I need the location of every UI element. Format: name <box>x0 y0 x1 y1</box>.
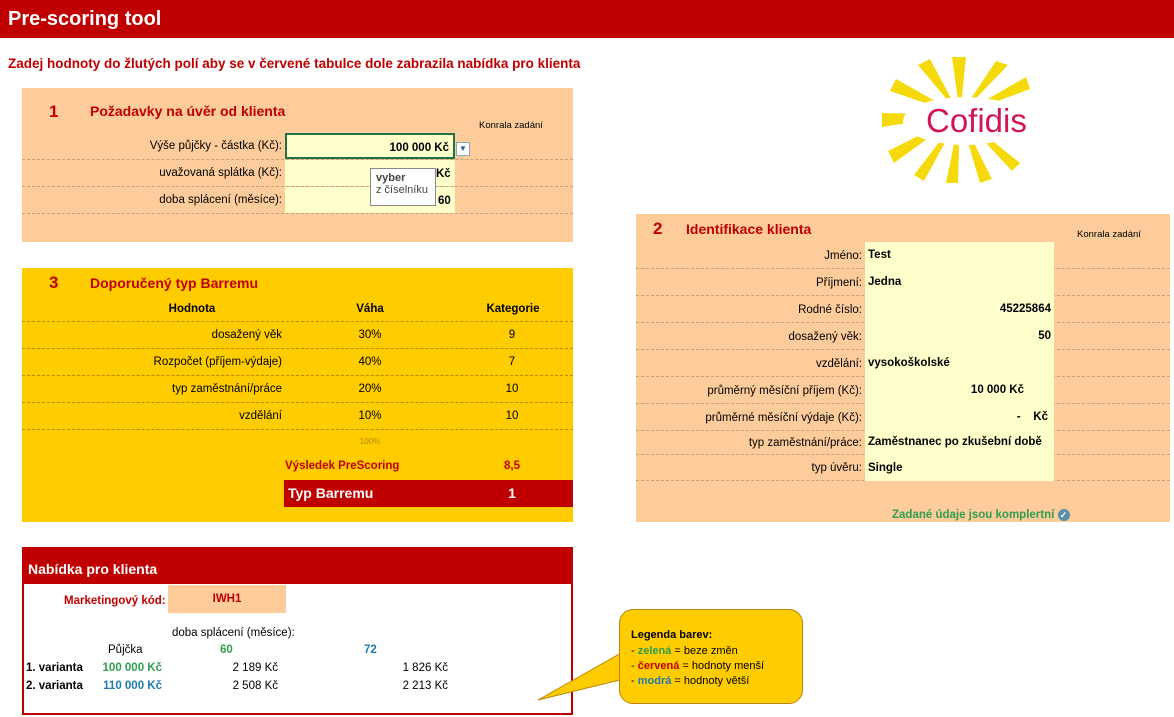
completeness-status-text: Zadané údaje jsou komplertní <box>892 509 1055 522</box>
loan-requirements-title: Požadavky na úvěr od klienta <box>90 103 286 119</box>
kategorie-cell: 7 <box>508 356 516 368</box>
offer-loan-label: Půjčka <box>108 644 143 656</box>
legend-item-green <box>631 644 802 659</box>
employment-type-label: typ zaměstnání/práce: <box>748 437 862 449</box>
table-row <box>22 403 573 430</box>
tooltip-title: vyber <box>376 172 406 184</box>
table-row <box>22 376 573 403</box>
credit-type-input[interactable]: Single <box>865 455 1054 481</box>
education-row <box>636 350 1170 377</box>
tooltip-text: z číselníku <box>376 184 428 196</box>
birth-number-input[interactable]: 45225864 <box>865 296 1054 323</box>
barrem-type-title: Doporučený typ Barremu <box>90 275 259 291</box>
page-title: Pre-scoring tool <box>8 8 162 30</box>
result-value: 8,5 <box>504 460 520 472</box>
legend-item-blue <box>631 674 802 689</box>
employment-type-row <box>636 431 1170 455</box>
hodnota-cell: vzdělání <box>239 410 282 422</box>
legend-suffix: = hodnoty větší <box>671 675 750 687</box>
offer-period-2: 72 <box>364 644 377 656</box>
credit-type-label: typ úvěru: <box>811 462 862 474</box>
column-header-kategorie: Kategorie <box>486 303 540 315</box>
offer-period-1: 60 <box>220 644 233 656</box>
first-name-row <box>636 242 1170 269</box>
column-header-hodnota: Hodnota <box>168 303 216 315</box>
expenses-row <box>636 404 1170 431</box>
client-offer-panel <box>22 547 573 715</box>
vaha-cell: 40% <box>358 356 382 368</box>
birth-number-label: Rodné číslo: <box>798 304 862 316</box>
marketing-code-value: IWH1 <box>168 585 286 613</box>
vaha-cell: 10% <box>358 410 382 422</box>
income-label: průměrný měsíční příjem (Kč): <box>707 385 862 397</box>
variant-1-loan: 100 000 Kč <box>102 662 162 674</box>
income-input[interactable]: 10 000 Kč <box>865 377 1054 404</box>
client-identification-panel <box>636 214 1170 522</box>
variant-1-payment-2: 1 826 Kč <box>402 662 448 674</box>
kategorie-cell: 9 <box>508 329 516 341</box>
marketing-code-label: Marketingový kód: <box>64 595 166 607</box>
last-name-row <box>636 269 1170 296</box>
client-offer-header <box>24 549 571 584</box>
variant-2-loan: 110 000 Kč <box>103 680 162 692</box>
instruction-text: Zadej hodnoty do žlutých polí aby se v červené tabulce dole zabrazila nabídka pro klienta <box>8 56 581 71</box>
kategorie-cell: 10 <box>505 383 519 395</box>
legend-prefix: - <box>631 660 638 672</box>
section-number-2: 2 <box>653 219 663 238</box>
variant-1-name: 1. varianta <box>26 662 83 674</box>
expenses-label: průměrné měsíční výdaje (Kč): <box>705 412 862 424</box>
installment-row <box>22 160 573 187</box>
legend-prefix: - <box>631 675 638 687</box>
age-label: dosažený věk: <box>788 331 862 343</box>
loan-amount-dropdown-button[interactable] <box>456 142 470 156</box>
employment-type-input[interactable]: Zaměstnanec po zkušební době <box>865 431 1054 455</box>
repayment-period-value: 60 <box>438 195 451 207</box>
installment-value: Kč <box>436 168 451 180</box>
result-label: Výsledek PreScoring <box>285 460 400 472</box>
barrem-type-panel <box>22 268 573 522</box>
check-input-label-2: Konrala zadání <box>1077 229 1141 240</box>
chevron-down-icon: ▼ <box>459 144 467 153</box>
variant-2-payment-2: 2 213 Kč <box>402 680 448 692</box>
installment-label: uvažovaná splátka (Kč): <box>159 167 282 179</box>
check-input-label-1: Konrala zadání <box>479 120 543 131</box>
legend-title: Legenda barev: <box>631 629 713 641</box>
expenses-input[interactable]: - Kč <box>865 404 1054 431</box>
credit-type-row <box>636 455 1170 481</box>
legend-color-word: zelená <box>637 645 672 657</box>
barrem-type-label: Typ Barremu <box>288 485 374 501</box>
logo-text: Cofidis <box>926 102 1027 139</box>
column-header-vaha: Váha <box>356 303 384 315</box>
birth-number-row <box>636 296 1170 323</box>
header-row-divider <box>22 295 573 322</box>
table-row <box>22 322 573 349</box>
hodnota-cell: typ zaměstnání/práce <box>172 383 282 395</box>
client-identification-title: Identifikace klienta <box>686 221 812 237</box>
variant-2-payment-1: 2 508 Kč <box>232 680 278 692</box>
check-circle-icon: ✓ <box>1058 509 1070 521</box>
variant-2-name: 2. varianta <box>26 680 83 692</box>
last-name-input[interactable]: Jedna <box>865 269 1054 296</box>
table-row <box>22 349 573 376</box>
hodnota-cell: dosažený věk <box>211 329 282 341</box>
education-label: vzdělání: <box>815 358 862 370</box>
last-name-label: Příjmení: <box>815 277 862 289</box>
legend-item-red <box>631 659 802 674</box>
offer-period-label: doba splácení (měsíce): <box>172 627 295 639</box>
section-number-3: 3 <box>49 273 59 292</box>
title-bar <box>0 0 1174 38</box>
input-tooltip <box>370 168 436 206</box>
education-input[interactable]: vysokoškolské <box>865 350 1054 377</box>
age-input[interactable]: 50 <box>865 323 1054 350</box>
loan-requirements-panel <box>22 88 573 242</box>
barrem-type-value: 1 <box>508 485 516 501</box>
total-weight: 100% <box>359 437 381 446</box>
color-legend <box>619 609 803 704</box>
repayment-period-label: doba splácení (měsíce): <box>159 194 282 206</box>
first-name-input[interactable]: Test <box>865 242 1054 269</box>
legend-color-word: modrá <box>637 675 672 687</box>
barrem-type-bar <box>284 480 573 507</box>
repayment-period-row <box>22 187 573 214</box>
loan-amount-label: Výše půjčky - částka (Kč): <box>149 140 282 152</box>
section-number-1: 1 <box>49 102 59 121</box>
legend-prefix: - <box>631 645 638 657</box>
cofidis-logo <box>860 55 1080 185</box>
legend-color-word: červená <box>637 660 680 672</box>
variant-1-payment-1: 2 189 Kč <box>232 662 278 674</box>
hodnota-cell: Rozpočet (příjem-výdaje) <box>153 356 282 368</box>
client-offer-title: Nabídka pro klienta <box>28 561 158 577</box>
vaha-cell: 30% <box>358 329 382 341</box>
legend-suffix: = beze změn <box>671 645 738 657</box>
legend-suffix: = hodnoty menší <box>679 660 765 672</box>
vaha-cell: 20% <box>358 383 382 395</box>
first-name-label: Jméno: <box>824 250 862 262</box>
loan-amount-input[interactable]: 100 000 Kč <box>285 133 455 159</box>
income-row <box>636 377 1170 404</box>
age-row <box>636 323 1170 350</box>
loan-amount-row <box>22 133 573 160</box>
kategorie-cell: 10 <box>505 410 519 422</box>
completeness-status <box>892 509 1070 521</box>
